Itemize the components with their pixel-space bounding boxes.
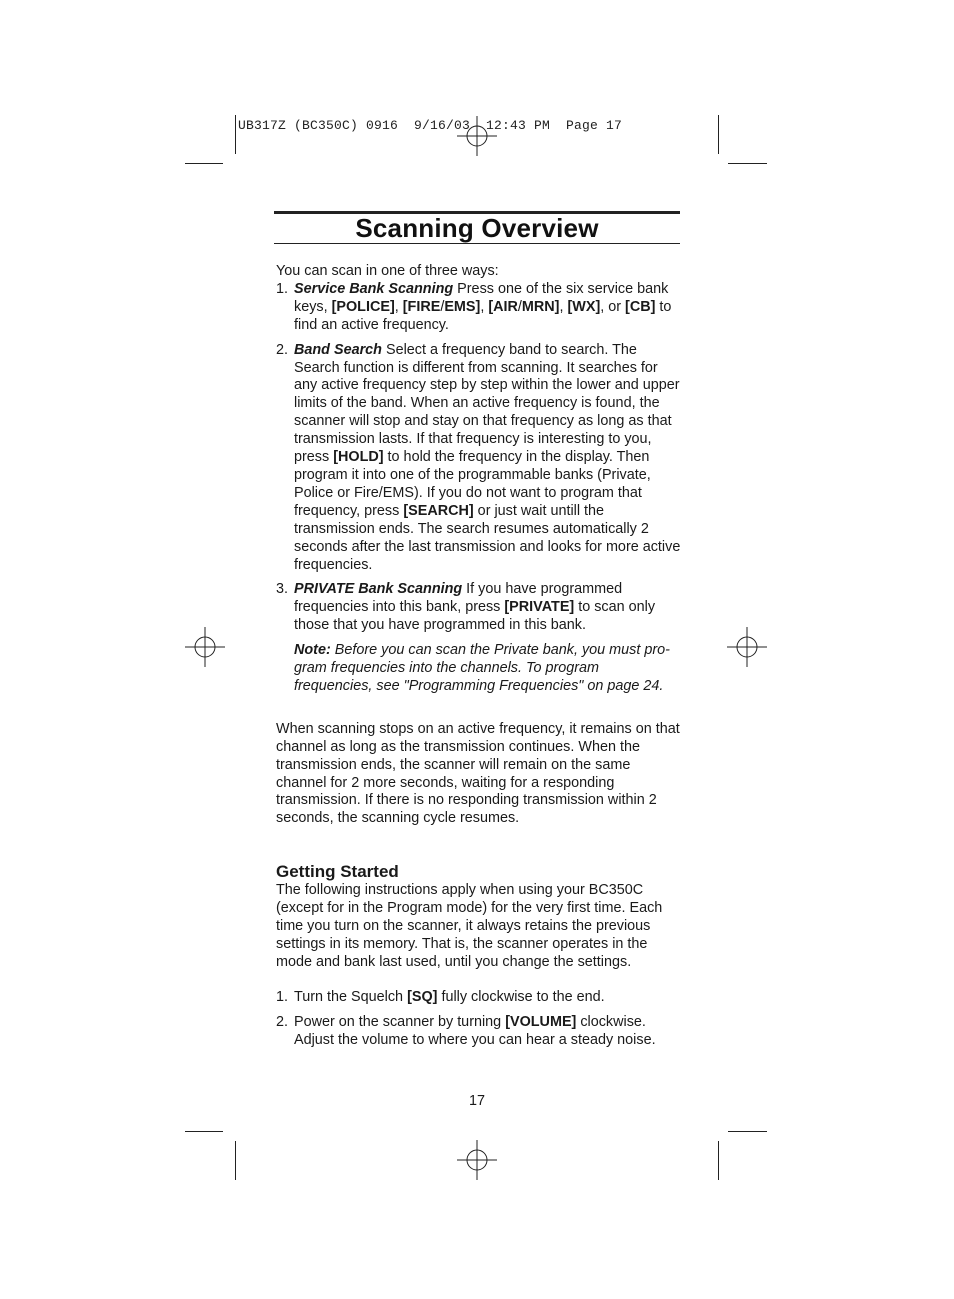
section-heading: Getting Started [276,862,399,882]
crop-mark-icon [185,1131,223,1132]
note-paragraph [294,642,681,696]
text: If you have programmed frequencies into this bank, press [294,581,623,616]
list-number: 2. [276,1013,289,1030]
intro-text: You can scan in one of three ways: [276,263,499,279]
term: PRIVATE Bank Scanning [294,581,463,598]
text: Power on the scanner by turning [294,1013,506,1030]
text: Turn the Squelch [294,988,408,1005]
list-item [276,342,681,575]
key-label: MRN] [521,298,560,315]
text: Press one of the six service bank keys, [294,280,669,315]
text: , [394,298,403,315]
text: , [480,298,489,315]
crop-mark-icon [728,163,767,164]
crop-mark-icon [718,115,719,154]
text: clockwise. Adjust the volume to where you can hear a steady noise. [294,1013,656,1048]
key-label: [FIRE [402,298,441,315]
registration-mark-icon [457,1140,497,1180]
crop-mark-icon [728,1131,767,1132]
key-label: [AIR [488,298,518,315]
getting-started-paragraph: The following instructions apply when using your BC350C (except for in the Program mode) for the very first time. Each time you turn on the scanner, it always retains the previous settings in its memory. That is, the scanner operates in the mode and bank last used, until you change the settings. [276,882,663,970]
key-label: [CB] [625,298,656,315]
method-paragraph [294,581,655,633]
key-label: [SEARCH] [403,502,474,519]
text: fully clockwise to the end. [437,988,605,1005]
method-paragraph [294,281,671,333]
text: , [559,298,568,315]
key-label: [POLICE] [331,298,395,315]
page-content [276,263,681,1050]
list-number: 3. [276,581,289,598]
list-number: 1. [276,280,289,297]
registration-mark-icon [727,627,767,667]
scan-methods-list [276,281,681,696]
list-number: 2. [276,341,289,358]
term: Band Search [294,341,382,358]
note-label: Note: [294,642,331,659]
method-paragraph [294,342,680,573]
term: Service Bank Scanning [294,280,454,297]
step-paragraph [294,989,605,1005]
list-item [276,281,681,335]
text: to find an active frequency. [294,298,672,333]
steps-list [276,989,681,1050]
text: or just wait untill the transmission ends. The search resumes automatically 2 seconds after the last transmission and looks for more active frequencies. [294,502,681,573]
note-text: Before you can scan the Private bank, you must pro-gram frequencies into the channels. To program frequencies, see "Programming Frequencies" on page 24. [294,642,670,694]
key-label: [PRIVATE] [504,599,575,616]
key-label: EMS] [444,298,481,315]
crop-mark-icon [185,163,223,164]
list-item [276,581,681,695]
key-label: [WX] [567,298,601,315]
crop-mark-icon [235,1141,236,1180]
text: to scan only those that you have programmed in this bank. [294,599,656,634]
text: / [517,298,522,315]
key-label: [VOLUME] [505,1013,577,1030]
crop-mark-icon [235,115,236,154]
text: to hold the frequency in the display. Then program it into one of the programmable banks (Private, Police or Fire/EMS). If you do not want to program that frequency, press [294,449,651,519]
key-label: [SQ] [407,988,438,1005]
list-item [276,989,681,1007]
printer-slug: UB317Z (BC350C) 0916 9/16/03 12:43 PM Page 17 [238,118,623,133]
text: , or [600,298,626,315]
list-item [276,1014,681,1050]
text: / [440,298,445,315]
crop-mark-icon [718,1141,719,1180]
page-title: Scanning Overview [355,213,599,243]
text: Select a frequency band to search. The Search function is different from scanning. It searches for any active frequency step by step within the lower and upper limits of the band. When an active frequency is found, the scanner will stop and stay on that frequency as long as that transmission lasts. If that frequency is interesting to you, press [294,341,680,466]
registration-mark-icon [457,116,497,156]
list-number: 1. [276,988,289,1005]
scan-stop-paragraph: When scanning stops on an active frequency, it remains on that channel as long as the transmission continues. When the transmission ends, the scanner will remain on the same channel for 2 more seconds, waiting for a responding transmission. If there is no responding transmission within 2 seconds, the scanning cycle resumes. [276,720,680,827]
page-number: 17 [468,1093,485,1109]
step-paragraph [294,1014,656,1048]
title-rule-bottom [274,243,680,244]
registration-mark-icon [185,627,225,667]
key-label: [HOLD] [333,449,384,466]
